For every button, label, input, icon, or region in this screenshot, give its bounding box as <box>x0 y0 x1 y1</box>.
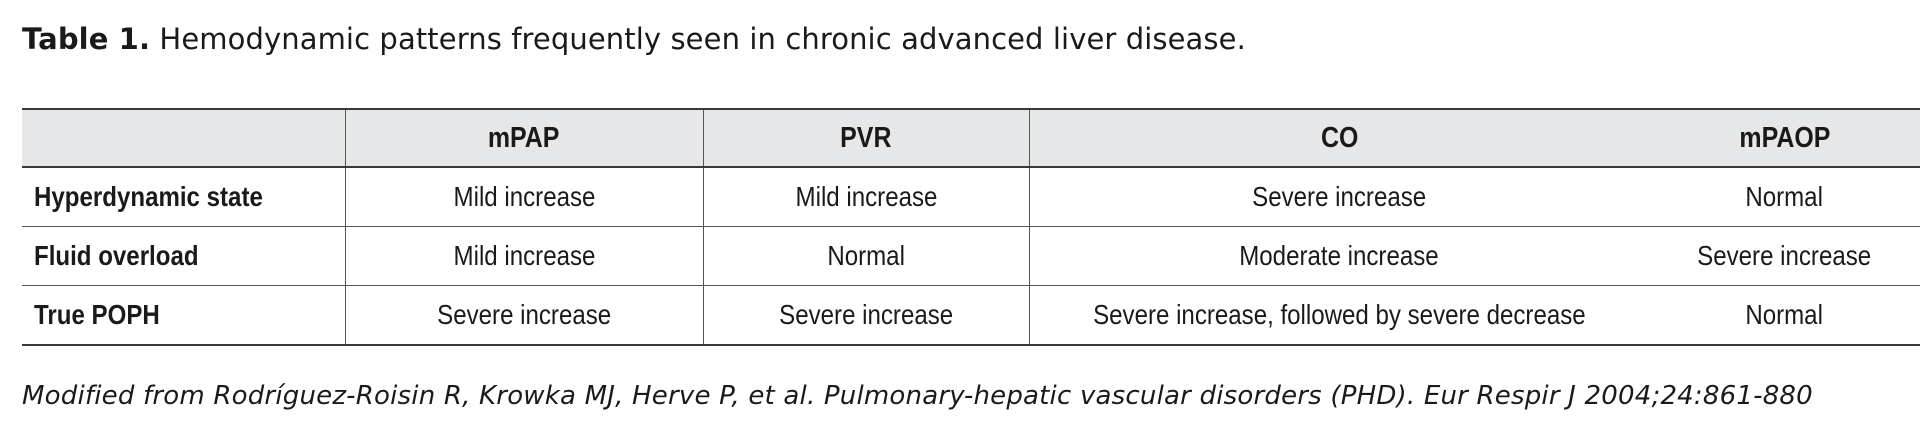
table-cell: Severe increase <box>345 286 703 346</box>
table-cell: Severe increase <box>703 286 1029 346</box>
table-caption-label: Table 1. <box>22 22 151 56</box>
row-label: True POPH <box>34 299 160 330</box>
hemodynamic-patterns-table <box>22 108 1920 346</box>
table-cell: Moderate increase <box>1029 227 1649 286</box>
table-cell: Mild increase <box>345 227 703 286</box>
header-cell-mpaop: mPAOP <box>1649 109 1920 167</box>
table-cell: Normal <box>1649 167 1920 227</box>
row-label: Fluid overload <box>22 227 345 286</box>
header-cell-co: CO <box>1029 109 1649 167</box>
table-cell: Severe increase <box>1649 227 1920 286</box>
table-cell: Normal <box>703 227 1029 286</box>
table-row <box>22 286 1920 346</box>
table-caption <box>22 22 1246 56</box>
header-cell-mpap: mPAP <box>345 109 703 167</box>
table-row <box>22 227 1920 286</box>
table-cell: Severe increase <box>1029 167 1649 227</box>
header-cell-empty <box>22 109 345 167</box>
header-cell-pvr: PVR <box>703 109 1029 167</box>
row-label: Hyperdynamic state <box>22 167 345 227</box>
table-cell: Mild increase <box>703 167 1029 227</box>
table-row <box>22 167 1920 227</box>
table-cell: Normal <box>1745 299 1824 330</box>
table-cell: Mild increase <box>345 167 703 227</box>
table-footnote: Modified from Rodríguez-Roisin R, Krowka MJ, Herve P, et al. Pulmonary-hepatic vascular disorders (PHD). Eur Respir J 2004;24:861-880 <box>22 381 1813 411</box>
table-caption-text: Hemodynamic patterns frequently seen in chronic advanced liver disease. <box>159 22 1246 56</box>
table-header-row <box>22 109 1920 167</box>
table-cell: Severe increase, followed by severe decrease <box>1029 286 1649 346</box>
